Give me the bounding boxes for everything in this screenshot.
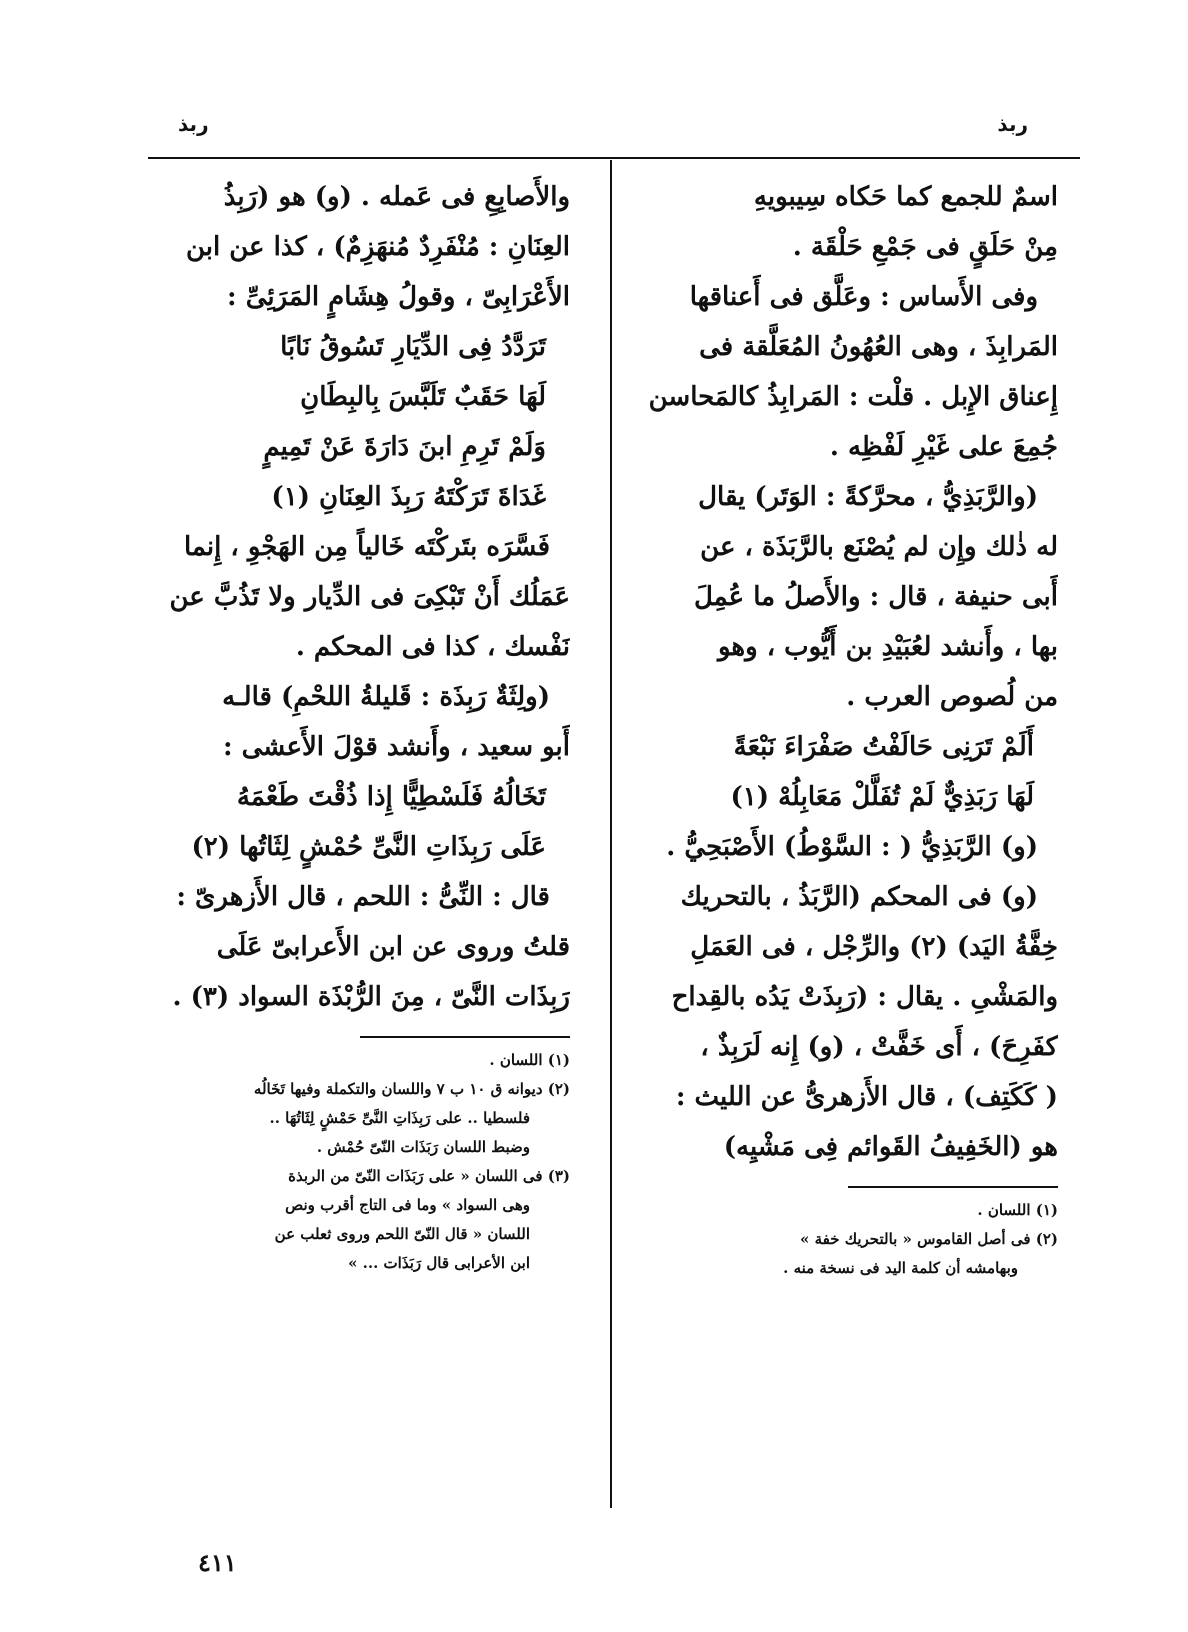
text-line: (و) فى المحكم (الرَّبَذُ ، بالتحريك [680,882,1038,912]
text-line: أَبو سعيد ، وأَنشد قوْلَ الأَعشى : [222,732,570,762]
text-line: فَسَّرَه بتَركْتَه خَالياً مِن الهَجْوِ ، إِنما [183,532,550,562]
text-line: ( كَكَتِف) ، قال الأَزهرىُّ عن الليث : [675,1082,1058,1112]
text-line: (والرَّبَذِيُّ ، محرَّكةً : الوَتَر) يقال [698,482,1038,512]
text-line: هو (الخَفِيفُ القَوائم فِى مَشْيِه) [723,1132,1058,1162]
footnote-line: (٢) فى أصل القاموس « بالتحريك خفة » [799,1230,1058,1248]
text-line: عَمَلُك أَنْ تَبْكِىَ فى الدِّيار ولا تَذُبَّ عن [169,582,570,612]
text-line: والأَصابِعِ فى عَمله . (و) هو (رَبِذُ [223,182,570,212]
footnote-line: (١) اللسان . [977,1201,1058,1219]
text-line: وفى الأَساس : وعَلَّق فى أَعناقها [689,282,1038,312]
text-line: (و) الرَّبَذِيُّ ( : السَّوْطُ) الأَصْبَحِيُّ . [666,832,1038,862]
text-line: تَخَالُهُ فَلَسْطِيًّا إِذا ذُقْتَ طَعْمَهُ [236,782,546,812]
text-line: مِنْ حَلَقٍ فى جَمْعِ حَلْقَة . [792,232,1058,262]
text-line: من لُصوص العرب . [846,682,1058,712]
right-footnotes [628,1196,1058,1283]
text-line: أَبى حنيفة ، قال : والأَصلُ ما عُمِلَ [693,582,1058,612]
text-line: اسمٌ للجمع كما حَكاه سِيبويهِ [753,182,1058,212]
text-line: (ولِثَةٌ رَبِذَة : قَليلةُ اللحْمِ) قالـه [222,682,550,712]
text-line: بها ، وأَنشد لعُبَيْدِ بن أَيُّوب ، وهو [717,632,1058,662]
footnote-line: وضبط اللسان رَبَذَات النّىّ حُمْش . [316,1138,530,1156]
column-divider [610,160,612,1508]
text-line: عَلَى رَبِذَاتِ النَّىِّ حُمْشٍ لِثَاتُها (٢) [191,832,546,862]
right-column [628,172,1058,1283]
header-rule [148,157,1080,159]
text-line: الأَعْرَابِىّ ، وقولُ هِشَامٍ المَرَئِىِّ : [227,282,570,312]
text-line: إِعناق الإِبل . قلْت : المَرابِذُ كالمَحاسن [648,382,1058,412]
text-line: لَهَا رَبَذِيٌّ لَمْ تُفَلَّلْ مَعَابِلُهْ (١) [730,782,1034,812]
text-line: قلتُ وروى عن ابن الأَعرابىّ عَلَى [216,932,570,962]
footnote-line: فلسطيا .. على رَبِذَاتِ النَّىِّ حَمْشٍ لِثَاتُهَا .. [269,1109,530,1127]
text-line: جُمِعَ على غَيْرِ لَفْظِه . [829,432,1058,462]
text-line: أَلَمْ تَرَنِى حَالَفْتُ صَفْرَاءَ نَبْعَةً [733,732,1034,762]
right-column-text [628,172,1058,1172]
text-line: كفَرِحَ) ، أَى خَفَّتْ ، (و) إِنه لَرَبِذٌ ، [700,1032,1058,1062]
footnote-line: (٢) ديوانه ق ١٠ ب ٧ واللسان والتكملة وفيها تَخَالُه [253,1080,570,1098]
text-line: غَدَاةَ تَرَكْتَهُ رَبِذَ العِنَانِ (١) [271,482,546,512]
left-column-text [138,172,570,1022]
footnote-line: (١) اللسان . [489,1051,570,1069]
text-line: قال : النِّىُّ : اللحم ، قال الأَزهرىّ : [176,882,550,912]
text-line: نَفْسك ، كذا فى المحكم . [295,632,570,662]
page-number: ٤١١ [198,1548,237,1577]
left-footnotes [138,1046,570,1278]
text-line: له ذٰلك وإِن لم يُصْنَع بالرَّبَذَة ، عن [700,532,1058,562]
left-column [138,172,570,1278]
text-line: لَهَا حَقَبٌ تَلَبَّسَ بِالبِطَانِ [300,382,546,412]
text-line: والمَشْىِ . يقال : (رَبِذَتْ يَدُه بالقِداح [671,982,1058,1012]
running-head-left: ربذ [178,112,209,136]
text-line: المَرابِذَ ، وهى العُهُونُ المُعَلَّقة فى [699,332,1058,362]
right-footnote-rule [848,1186,1058,1188]
text-line: تَرَدَّدُ فِى الدِّيَارِ تَسُوقُ نَابًا [280,332,546,362]
text-line: خِفَّةُ اليَد) (٢) والرِّجْل ، فى العَمَلِ [690,932,1058,962]
footnote-line: وهى السواد » وما فى التاج أقرب ونص [285,1196,530,1214]
running-head-right: ربذ [997,112,1028,136]
left-footnote-rule [360,1036,570,1038]
text-line: وَلَمْ تَرِمِ ابنَ دَارَةَ عَنْ تَمِيمٍ [263,432,546,462]
footnote-line: (٣) فى اللسان « على رَبَذَات النّىّ من الربذة [288,1167,570,1185]
text-line: العِنَانِ : مُنْفَرِدٌ مُنهَزِمٌ) ، كذا عن ابن [185,232,570,262]
text-line: رَبِذَات النَّىّ ، مِنَ الرُّبْذَة السواد (٣) . [172,982,570,1012]
footnote-line: وبهامشه أن كلمة اليد فى نسخة منه . [783,1259,1018,1277]
footnote-line: اللسان « قال النّىّ اللحم وروى ثعلب عن [274,1225,530,1243]
footnote-line: ابن الأعرابى قال رَبَذَات ... » [348,1254,530,1272]
